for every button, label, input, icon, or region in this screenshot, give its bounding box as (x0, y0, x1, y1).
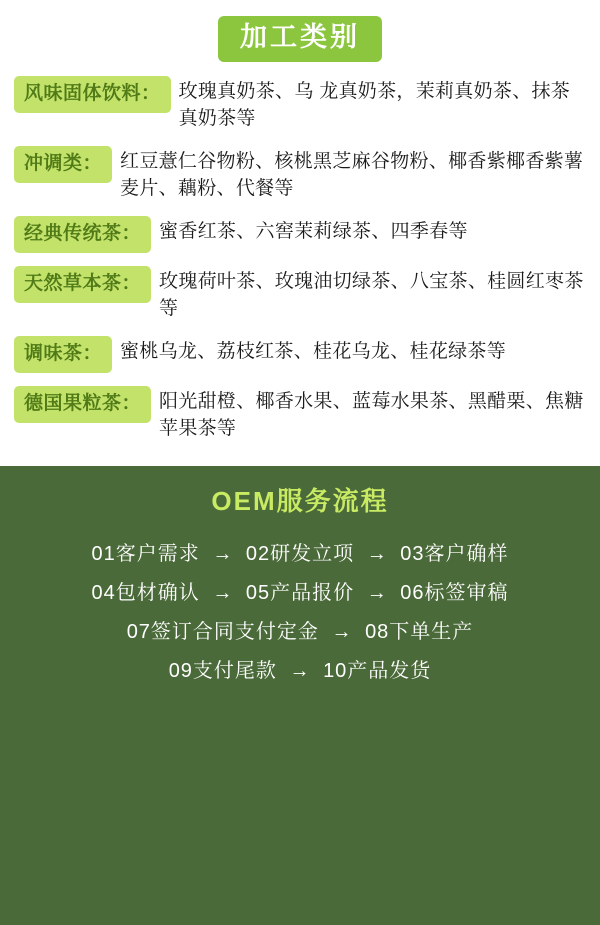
flow-step: 05产品报价 (245, 581, 355, 604)
category-tag: 天然草本茶： (14, 266, 151, 303)
page-title: 加工类别 (218, 16, 382, 62)
category-row (14, 216, 586, 253)
flow-line (14, 652, 586, 691)
category-text: 蜜桃乌龙、荔枝红茶、桂花乌龙、桂花绿茶等 (120, 340, 507, 362)
flow-line (14, 535, 586, 574)
category-text: 玫瑰真奶茶、乌 龙真奶茶，茉莉真奶茶、抹茶真奶茶等 (178, 80, 571, 130)
flow-step: 03客户确样 (400, 542, 509, 565)
arrow-icon: → (331, 620, 353, 643)
category-row (14, 266, 586, 323)
arrow-icon: → (289, 659, 311, 682)
category-tag: 德国果粒茶： (14, 386, 151, 423)
category-tag: 调味茶： (14, 336, 112, 373)
category-row (14, 146, 586, 203)
arrow-icon: → (212, 542, 234, 565)
category-text: 红豆薏仁谷物粉、核桃黑芝麻谷物粉、椰香紫椰香紫薯麦片、藕粉、代餐等 (120, 150, 584, 200)
arrow-icon: → (366, 542, 388, 565)
oem-process-section (0, 466, 600, 925)
category-row (14, 386, 586, 443)
category-row (14, 336, 586, 373)
arrow-icon: → (212, 581, 234, 604)
flow-step: 08下单生产 (365, 620, 474, 643)
flow-step: 01客户需求 (91, 542, 200, 565)
category-text: 玫瑰荷叶茶、玫瑰油切绿茶、八宝茶、桂圆红枣茶等 (159, 270, 584, 320)
arrow-icon: → (366, 581, 388, 604)
flow-step: 07签订合同支付定金 (126, 620, 319, 643)
oem-section-title: OEM服务流程 (211, 485, 389, 516)
category-row (14, 76, 586, 133)
flow-step: 06标签审稿 (400, 581, 509, 604)
flow-step: 10产品发货 (323, 659, 432, 682)
flow-line (14, 574, 586, 613)
category-tag: 经典传统茶： (14, 216, 151, 253)
category-text: 蜜香红茶、六窖茉莉绿茶、四季春等 (159, 220, 468, 242)
flow-step: 09支付尾款 (168, 659, 277, 682)
flow-step: 02研发立项 (245, 542, 355, 565)
category-tag: 风味固体饮料： (14, 76, 171, 113)
category-text: 阳光甜橙、椰香水果、蓝莓水果茶、黑醋栗、焦糖苹果茶等 (159, 390, 584, 440)
flow-step: 04包材确认 (91, 581, 200, 604)
category-tag: 冲调类： (14, 146, 112, 183)
main-title-container (14, 16, 586, 62)
flow-line (14, 613, 586, 652)
